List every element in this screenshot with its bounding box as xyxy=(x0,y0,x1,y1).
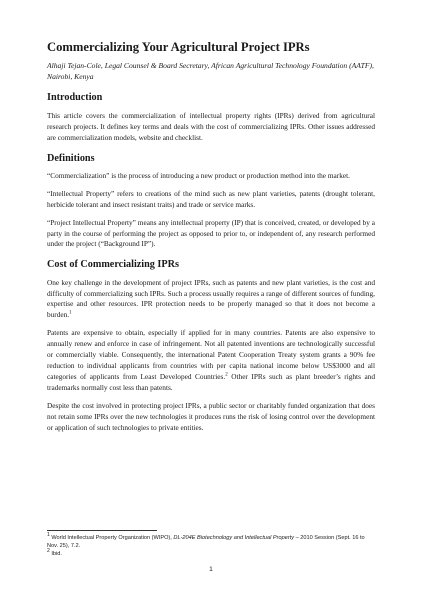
cost-paragraph-2-text-a: Patents are expensive to obtain, especially if applied for in many countries. Patents are also expensive to annually renew and enforce in case of infringement. Not all patented inventions are technologically successful or commercially viable. Consequently, the international Patent Cooperation Treaty system grants a 90% fee reduction to individual applicants from countries with per capita national income below US$3000 and all categories of applicants from Least Developed Countries. xyxy=(47,328,375,382)
footnote-divider xyxy=(47,530,157,531)
footnote-1-italic: DL-204E Biotechnology and Intellectual Property xyxy=(173,535,295,541)
cost-paragraph-2-text-b: Other IPRs such as plant breeder’s rights and trademarks normally cost less than patents. xyxy=(47,372,375,393)
cost-paragraph-1 xyxy=(47,278,375,322)
page-number: 1 xyxy=(209,566,213,573)
cost-paragraph-3: Despite the cost involved in protecting project IPRs, a public sector or charitably funded organization that does not retain some IPRs over the new technologies it produces runs the risk of losing control over the development or application of such technologies to private entities. xyxy=(47,400,375,432)
footnote-1-text-a: World Intellectual Property Organization (WIPO), xyxy=(49,535,174,541)
heading-introduction: Introduction xyxy=(47,92,103,104)
footnote-1-mark: 1 xyxy=(47,532,50,539)
cost-paragraph-1-text: One key challenge in the development of project IPRs, such as patents and new plant varieties, is the cost and difficulty of commercializing such IPRs. Such a process usually requires a range of different sources of funding, expertise and other resources. IPR protection needs to be properly managed so that it does not become a burden. xyxy=(47,277,375,320)
heading-cost: Cost of Commercializing IPRs xyxy=(47,259,179,271)
footnote-ref-1[interactable]: 1 xyxy=(69,311,72,316)
footnote-2-mark: 2 xyxy=(47,548,50,555)
footnotes xyxy=(47,530,375,558)
footnote-2 xyxy=(47,550,375,558)
author-line: Alhaji Tejan-Cole, Legal Counsel & Board Secretary, African Agricultural Technology Foundation (AATF), Nairobi, Kenya xyxy=(47,61,374,82)
definition-commercialization: “Commercialization” is the process of introducing a new product or production method into the market. xyxy=(47,170,350,180)
footnote-1-text-b: – 2010 Session (Sept. 16 to Nov. 25), 7.2. xyxy=(47,535,365,550)
definition-project-ip: “Project Intellectual Property” means any intellectual property (IP) that is conceived, created, or developed by a party in the course of performing the project as opposed to prior to, or independent of, any research performed under the project (“Background IP”). xyxy=(47,217,375,249)
intro-paragraph: This article covers the commercialization of intellectual property rights (IPRs) derived from agricultural research projects. It defines key terms and deals with the cost of commercializing IPRs. Other issues addressed are commercialization models, website and checklist. xyxy=(47,110,375,142)
document-title: Commercializing Your Agricultural Project IPRs xyxy=(47,40,310,54)
heading-definitions: Definitions xyxy=(47,152,95,164)
definition-intellectual-property: “Intellectual Property” refers to creations of the mind such as new plant varieties, patents (drought tolerant, herbicide tolerant and insect resistant traits) and trade or service marks. xyxy=(47,188,375,209)
footnote-ref-2[interactable]: 2 xyxy=(225,372,228,378)
cost-paragraph-2 xyxy=(47,328,375,394)
footnote-1 xyxy=(47,534,375,550)
footnote-2-text: Ibid. xyxy=(49,551,62,558)
